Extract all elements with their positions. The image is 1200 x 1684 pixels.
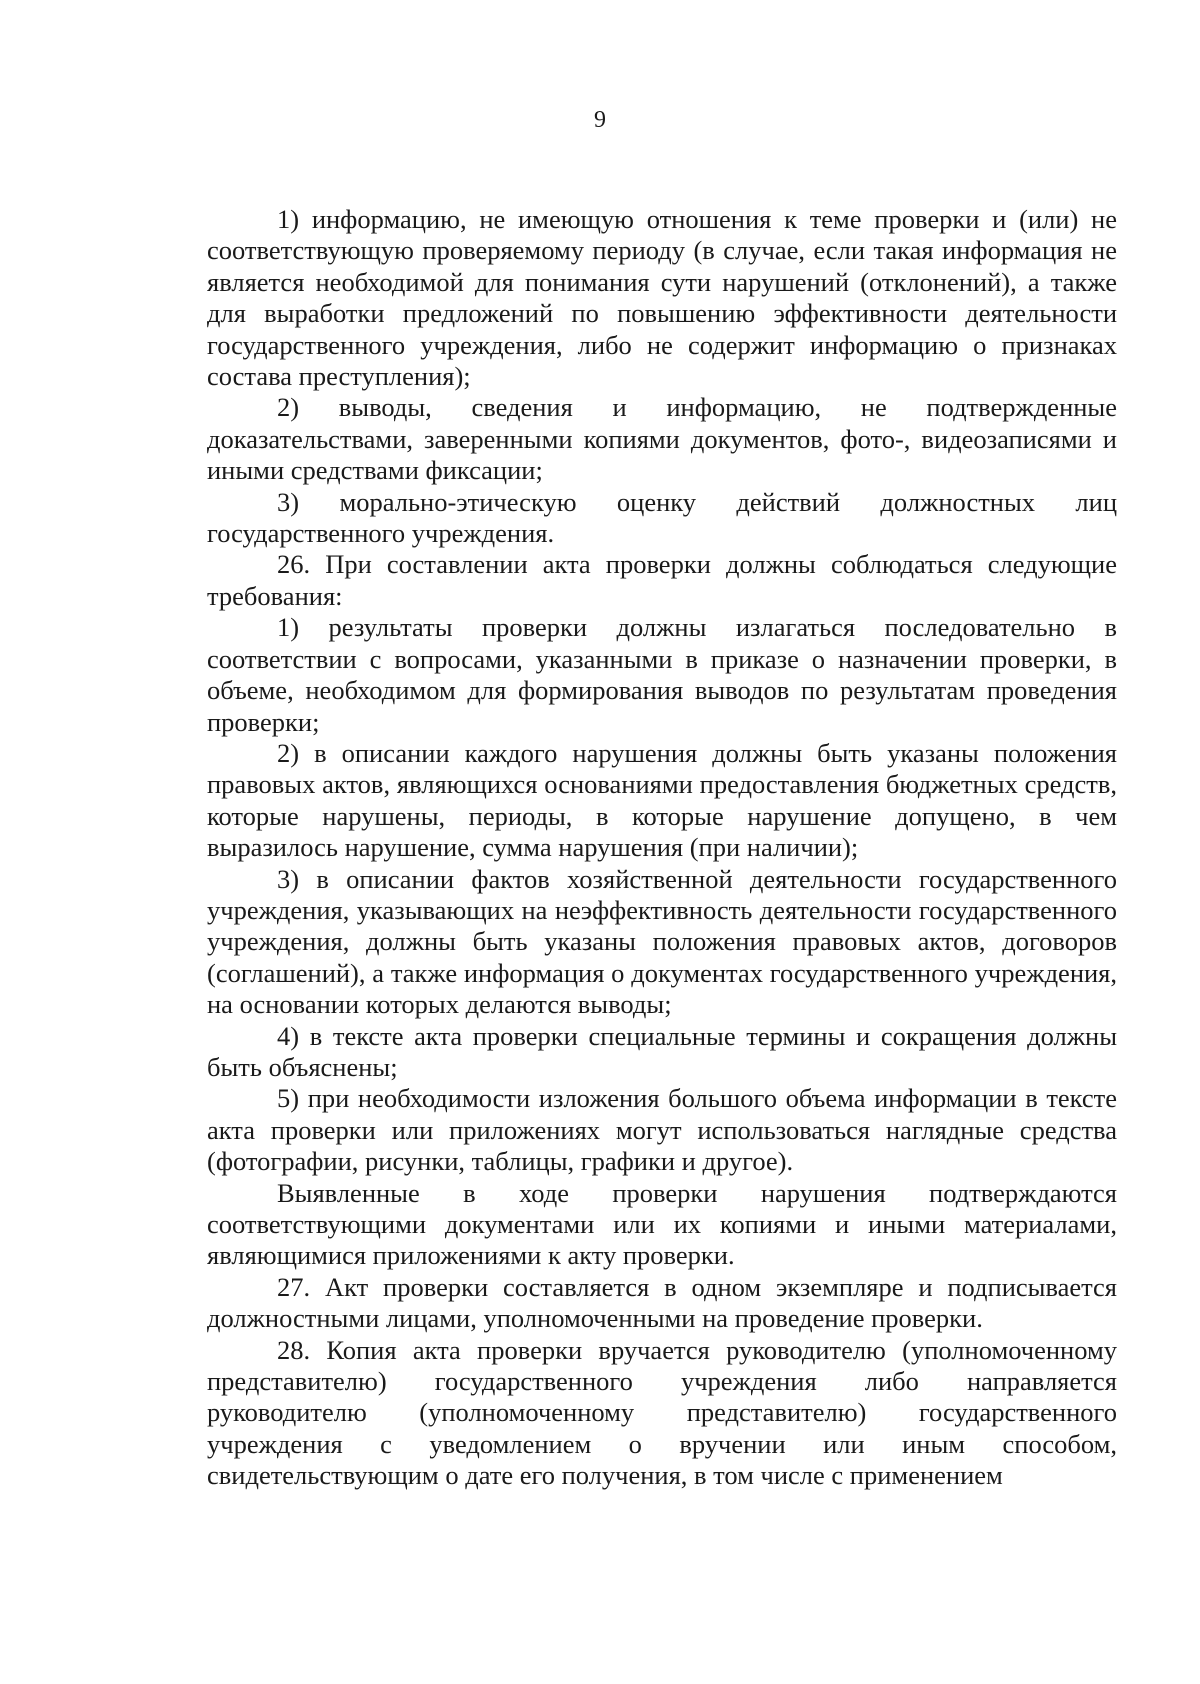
document-body xyxy=(207,204,1117,1492)
paragraph-clause-26-item-4: 4) в тексте акта проверки специальные термины и сокращения должны быть объяснены; xyxy=(207,1020,1117,1082)
paragraph-item-3-moral-assessment: 3) морально-этическую оценку действий должностных лиц государственного учреждения. xyxy=(207,486,1117,549)
page-number: 9 xyxy=(594,107,606,133)
paragraph-clause-26-item-5: 5) при необходимости изложения большого объема информации в тексте акта проверки или приложениях могут использоваться наглядные средства (фотографии, рисунки, таблицы, графики и другое). xyxy=(207,1083,1117,1177)
paragraph-clause-26-item-2: 2) в описании каждого нарушения должны быть указаны положения правовых актов, являющихся основаниями предоставления бюджетных средств, которые нарушены, периоды, в которые нарушение допущено, в чем выразилось нарушение, сумма нарушения (при наличии); xyxy=(207,737,1117,863)
paragraph-item-2-unconfirmed-conclusions: 2) выводы, сведения и информацию, не подтвержденные доказательствами, заверенными копиями документов, фото-, видеозаписями и иными средствами фиксации; xyxy=(207,392,1117,486)
paragraph-clause-26-item-1: 1) результаты проверки должны излагаться последовательно в соответствии с вопросами, указанными в приказе о назначении проверки, в объеме, необходимом для формирования выводов по результатам проведения проверки; xyxy=(207,612,1117,737)
paragraph-clause-26: 26. При составлении акта проверки должны соблюдаться следующие требования: xyxy=(207,549,1117,611)
paragraph-violations-confirmed: Выявленные в ходе проверки нарушения подтверждаются соответствующими документами или их копиями и иными материалами, являющимися приложениями к акту проверки. xyxy=(207,1177,1117,1271)
paragraph-clause-26-item-3: 3) в описании фактов хозяйственной деятельности государственного учреждения, указывающих на неэффективность деятельности государственного учреждения, должны быть указаны положения правовых актов, договоров (соглашений), а также информация о документах государственного учреждения, на основании которых делаются выводы; xyxy=(207,863,1117,1020)
paragraph-clause-27: 27. Акт проверки составляется в одном экземпляре и подписывается должностными лицами, уполномоченными на проведение проверки. xyxy=(207,1271,1117,1334)
paragraph-clause-28: 28. Копия акта проверки вручается руководителю (уполномоченному представителю) государственного учреждения либо направляется руководителю (уполномоченному представителю) государственного учреждения с уведомлением о вручении или иным способом, свидетельствующим о дате его получения, в том числе с применением xyxy=(207,1334,1117,1491)
paragraph-item-1-no-relevant-info: 1) информацию, не имеющую отношения к теме проверки и (или) не соответствующую проверяемому периоду (в случае, если такая информация не является необходимой для понимания сути нарушений (отклонений), а также для выработки предложений по повышению эффективности деятельности государственного учреждения, либо не содержит информацию о признаках состава преступления); xyxy=(207,204,1117,392)
